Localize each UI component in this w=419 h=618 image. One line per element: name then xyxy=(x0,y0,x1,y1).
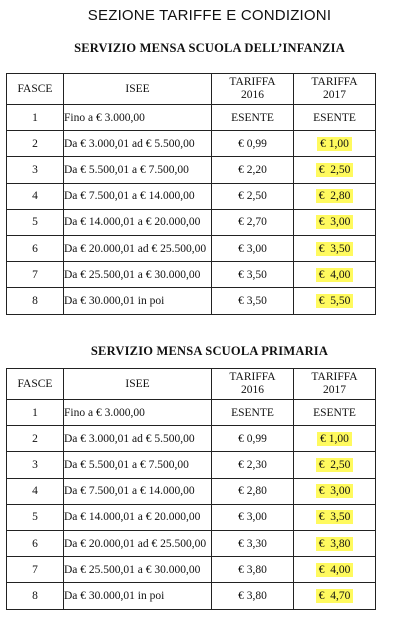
cell-tariffa-2017 xyxy=(294,235,376,261)
cell-fascia: 8 xyxy=(7,583,64,609)
header-fasce: FASCE xyxy=(7,369,64,400)
table-row xyxy=(7,262,376,288)
cell-tariffa-2016: € 2,80 xyxy=(212,478,294,504)
cell-isee: Da € 25.500,01 a € 30.000,00 xyxy=(64,262,212,288)
tariffa-2017-value: € 1,00 xyxy=(317,432,352,446)
table-row xyxy=(7,235,376,261)
cell-isee: Da € 7.500,01 a € 14.000,00 xyxy=(64,478,212,504)
tariffa-2017-value: € 5,50 xyxy=(316,294,354,308)
cell-tariffa-2017 xyxy=(294,504,376,530)
tariffa-2017-value: € 2,80 xyxy=(316,189,354,203)
table-row xyxy=(7,131,376,157)
cell-tariffa-2017 xyxy=(294,478,376,504)
cell-tariffa-2016: € 2,20 xyxy=(212,157,294,183)
cell-isee: Fino a € 3.000,00 xyxy=(64,105,212,131)
cell-tariffa-2016: € 3,30 xyxy=(212,530,294,556)
cell-fascia: 2 xyxy=(7,426,64,452)
header-tariffa-2017 xyxy=(294,74,376,105)
cell-tariffa-2016: € 3,50 xyxy=(212,262,294,288)
cell-fascia: 6 xyxy=(7,530,64,556)
tariffa-2017-value: € 4,70 xyxy=(316,589,354,603)
cell-fascia: 4 xyxy=(7,478,64,504)
section-title-primaria: SERVIZIO MENSA SCUOLA PRIMARIA xyxy=(90,344,329,358)
header-tariffa-label: TARIFFA xyxy=(311,76,358,88)
cell-isee: Da € 3.000,01 ad € 5.500,00 xyxy=(64,131,212,157)
header-year-label: 2016 xyxy=(241,89,264,101)
header-tariffa-2017 xyxy=(294,369,376,400)
table-row xyxy=(7,530,376,556)
cell-tariffa-2017 xyxy=(294,583,376,609)
header-tariffa-2016 xyxy=(212,74,294,105)
tariffa-2017-value: € 4,00 xyxy=(316,563,354,577)
header-year-label: 2016 xyxy=(241,384,264,396)
tariffa-2017-value: € 1,00 xyxy=(317,137,352,151)
cell-fascia: 8 xyxy=(7,288,64,314)
cell-fascia: 6 xyxy=(7,235,64,261)
table-row xyxy=(7,452,376,478)
cell-fascia: 7 xyxy=(7,262,64,288)
cell-tariffa-2017 xyxy=(294,452,376,478)
cell-tariffa-2017 xyxy=(294,288,376,314)
table-row xyxy=(7,157,376,183)
cell-isee: Da € 30.000,01 in poi xyxy=(64,288,212,314)
tariffa-2017-value: ESENTE xyxy=(313,111,356,124)
table-header-row xyxy=(7,369,376,400)
table-row xyxy=(7,209,376,235)
cell-tariffa-2017 xyxy=(294,131,376,157)
cell-isee: Da € 30.000,01 in poi xyxy=(64,583,212,609)
cell-tariffa-2016: € 2,50 xyxy=(212,183,294,209)
cell-isee: Da € 20.000,01 ad € 25.500,00 xyxy=(64,530,212,556)
tariffa-2017-value: € 2,50 xyxy=(316,458,354,472)
cell-tariffa-2016: € 3,50 xyxy=(212,288,294,314)
table-row xyxy=(7,288,376,314)
cell-isee: Da € 14.000,01 a € 20.000,00 xyxy=(64,209,212,235)
table-row xyxy=(7,557,376,583)
cell-tariffa-2016: € 3,80 xyxy=(212,557,294,583)
cell-tariffa-2017 xyxy=(294,400,376,426)
cell-tariffa-2017 xyxy=(294,426,376,452)
cell-isee: Da € 3.000,01 ad € 5.500,00 xyxy=(64,426,212,452)
table-row xyxy=(7,183,376,209)
cell-fascia: 7 xyxy=(7,557,64,583)
cell-tariffa-2017 xyxy=(294,530,376,556)
cell-tariffa-2017 xyxy=(294,262,376,288)
table-row xyxy=(7,583,376,609)
table-row xyxy=(7,426,376,452)
cell-tariffa-2016: € 2,30 xyxy=(212,452,294,478)
table-row xyxy=(7,105,376,131)
cell-isee: Da € 25.500,01 a € 30.000,00 xyxy=(64,557,212,583)
cell-isee: Da € 5.500,01 a € 7.500,00 xyxy=(64,157,212,183)
tariffa-2017-value: € 2,50 xyxy=(316,163,354,177)
cell-tariffa-2017 xyxy=(294,105,376,131)
page-title: SEZIONE TARIFFE E CONDIZIONI xyxy=(87,7,332,24)
tariffa-2017-value: € 3,50 xyxy=(316,242,354,256)
header-isee: ISEE xyxy=(64,74,212,105)
cell-fascia: 3 xyxy=(7,452,64,478)
header-tariffa-label: TARIFFA xyxy=(311,371,358,383)
tariffa-2017-value: € 3,50 xyxy=(316,510,354,524)
table-row xyxy=(7,504,376,530)
header-isee: ISEE xyxy=(64,369,212,400)
cell-tariffa-2016: € 3,00 xyxy=(212,504,294,530)
cell-fascia: 3 xyxy=(7,157,64,183)
table-header-row xyxy=(7,74,376,105)
header-tariffa-2016 xyxy=(212,369,294,400)
cell-tariffa-2016: ESENTE xyxy=(212,400,294,426)
cell-tariffa-2016: € 3,80 xyxy=(212,583,294,609)
cell-tariffa-2017 xyxy=(294,209,376,235)
tariffa-2017-value: € 3,00 xyxy=(316,215,354,229)
cell-isee: Da € 5.500,01 a € 7.500,00 xyxy=(64,452,212,478)
cell-fascia: 1 xyxy=(7,400,64,426)
cell-tariffa-2017 xyxy=(294,557,376,583)
cell-isee: Da € 7.500,01 a € 14.000,00 xyxy=(64,183,212,209)
section-title-infanzia: SERVIZIO MENSA SCUOLA DELL’INFANZIA xyxy=(74,41,345,55)
header-tariffa-label: TARIFFA xyxy=(229,76,276,88)
table-row xyxy=(7,478,376,504)
cell-tariffa-2017 xyxy=(294,183,376,209)
cell-fascia: 5 xyxy=(7,209,64,235)
table-row xyxy=(7,400,376,426)
header-year-label: 2017 xyxy=(323,89,346,101)
tariffa-2017-value: € 3,80 xyxy=(316,537,354,551)
cell-fascia: 1 xyxy=(7,105,64,131)
cell-fascia: 5 xyxy=(7,504,64,530)
cell-tariffa-2016: € 0,99 xyxy=(212,131,294,157)
tariffe-table-primaria xyxy=(6,368,376,610)
header-fasce: FASCE xyxy=(7,74,64,105)
cell-tariffa-2016: € 2,70 xyxy=(212,209,294,235)
cell-isee: Da € 20.000,01 ad € 25.500,00 xyxy=(64,235,212,261)
cell-tariffa-2017 xyxy=(294,157,376,183)
cell-tariffa-2016: ESENTE xyxy=(212,105,294,131)
cell-tariffa-2016: € 0,99 xyxy=(212,426,294,452)
tariffa-2017-value: € 4,00 xyxy=(316,268,354,282)
cell-fascia: 4 xyxy=(7,183,64,209)
header-tariffa-label: TARIFFA xyxy=(229,371,276,383)
cell-isee: Fino a € 3.000,00 xyxy=(64,400,212,426)
cell-tariffa-2016: € 3,00 xyxy=(212,235,294,261)
header-year-label: 2017 xyxy=(323,384,346,396)
tariffe-table-infanzia xyxy=(6,73,376,315)
cell-isee: Da € 14.000,01 a € 20.000,00 xyxy=(64,504,212,530)
cell-fascia: 2 xyxy=(7,131,64,157)
tariffa-2017-value: ESENTE xyxy=(313,406,356,419)
tariffa-2017-value: € 3,00 xyxy=(316,484,354,498)
